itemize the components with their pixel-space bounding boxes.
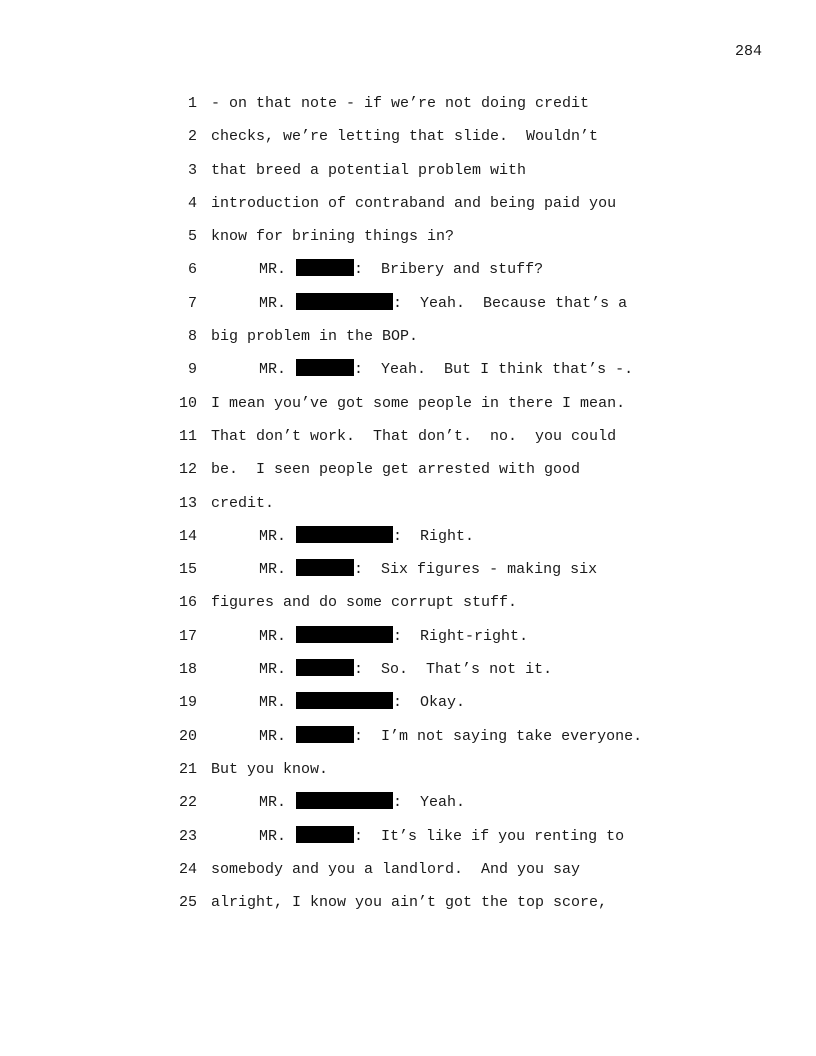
line-number: 4 (187, 194, 197, 212)
speaker-colon: : (393, 294, 421, 312)
transcript-line (0, 490, 816, 523)
line-number: 22 (178, 794, 197, 812)
line-text: alright, I know you ain’t got the top score, (211, 894, 608, 912)
speaker-turn (259, 823, 624, 850)
line-number: 6 (187, 261, 197, 279)
line-number: 23 (178, 827, 197, 845)
speaker-prefix: MR. (259, 261, 287, 279)
line-number: 15 (178, 561, 197, 579)
speaker-colon: : (393, 627, 421, 645)
redacted-speaker-name (296, 659, 354, 676)
line-text: that breed a potential problem with (211, 161, 527, 179)
line-number: 24 (178, 860, 197, 878)
speaker-turn (259, 789, 465, 816)
transcript-line (0, 123, 816, 156)
transcript-line (0, 390, 816, 423)
line-number: 18 (178, 661, 197, 679)
transcript-line (0, 290, 816, 323)
speaker-prefix: MR. (259, 661, 287, 679)
transcript-line (0, 157, 816, 190)
speaker-turn (259, 556, 597, 583)
speaker-prefix: MR. (259, 361, 287, 379)
speaker-turn (259, 256, 543, 283)
line-number: 3 (187, 161, 197, 179)
speech-text: Okay. (420, 694, 466, 712)
speaker-colon: : (354, 727, 382, 745)
transcript-line (0, 756, 816, 789)
transcript-line (0, 823, 816, 856)
redacted-speaker-name (296, 293, 393, 310)
line-number: 9 (187, 361, 197, 379)
speech-text: Bribery and stuff? (381, 261, 544, 279)
line-number: 5 (187, 228, 197, 246)
line-number: 19 (178, 694, 197, 712)
transcript-line (0, 256, 816, 289)
line-number: 13 (178, 494, 197, 512)
redacted-speaker-name (296, 259, 354, 276)
transcript-line (0, 789, 816, 822)
line-number: 8 (187, 328, 197, 346)
transcript-line (0, 689, 816, 722)
speaker-turn (259, 689, 465, 716)
line-text: That don’t work. That don’t. no. you could (211, 427, 617, 445)
speech-text: Right. (420, 527, 475, 545)
speaker-colon: : (354, 827, 382, 845)
speaker-turn (259, 290, 627, 317)
transcript-body (0, 90, 816, 922)
transcript-line (0, 589, 816, 622)
speaker-prefix: MR. (259, 561, 287, 579)
line-text: somebody and you a landlord. And you say (211, 860, 581, 878)
line-number: 21 (178, 760, 197, 778)
speaker-colon: : (393, 527, 421, 545)
transcript-line (0, 90, 816, 123)
speech-text: Six figures - making six (381, 561, 598, 579)
redacted-speaker-name (296, 692, 393, 709)
speech-text: I’m not saying take everyone. (381, 727, 643, 745)
transcript-line (0, 190, 816, 223)
speaker-prefix: MR. (259, 527, 287, 545)
transcript-line (0, 556, 816, 589)
speech-text: Yeah. (420, 794, 466, 812)
redacted-speaker-name (296, 826, 354, 843)
transcript-line (0, 656, 816, 689)
speaker-colon: : (354, 361, 382, 379)
speaker-colon: : (393, 694, 421, 712)
page-number: 284 (734, 43, 762, 60)
line-number: 12 (178, 461, 197, 479)
speaker-prefix: MR. (259, 694, 287, 712)
speaker-prefix: MR. (259, 794, 287, 812)
line-number: 25 (178, 894, 197, 912)
line-number: 1 (187, 95, 197, 112)
line-text: But you know. (211, 760, 329, 778)
line-text: credit. (211, 494, 275, 512)
speaker-turn (259, 356, 633, 383)
speaker-colon: : (354, 661, 382, 679)
redacted-speaker-name (296, 726, 354, 743)
speech-text: Yeah. Because that’s a (420, 294, 628, 312)
transcript-line (0, 356, 816, 389)
transcript-line (0, 856, 816, 889)
line-text: - on that note - if we’re not doing credit (211, 95, 590, 112)
redacted-speaker-name (296, 526, 393, 543)
line-number: 2 (187, 128, 197, 146)
redacted-speaker-name (296, 792, 393, 809)
speaker-turn (259, 523, 474, 550)
speaker-colon: : (393, 794, 421, 812)
speaker-prefix: MR. (259, 727, 287, 745)
speaker-colon: : (354, 561, 382, 579)
speaker-prefix: MR. (259, 827, 287, 845)
redacted-speaker-name (296, 559, 354, 576)
speaker-colon: : (354, 261, 382, 279)
transcript-line (0, 523, 816, 556)
line-text: I mean you’ve got some people in there I mean. (211, 394, 626, 412)
line-number: 17 (178, 627, 197, 645)
speaker-prefix: MR. (259, 627, 287, 645)
speaker-turn (259, 623, 528, 650)
line-number: 7 (187, 294, 197, 312)
line-number: 20 (178, 727, 197, 745)
line-number: 11 (178, 427, 197, 445)
transcript-line (0, 456, 816, 489)
speaker-turn (259, 723, 642, 750)
redacted-speaker-name (296, 359, 354, 376)
speaker-turn (259, 656, 552, 683)
line-text: big problem in the BOP. (211, 328, 419, 346)
speech-text: Right-right. (420, 627, 529, 645)
transcript-line (0, 323, 816, 356)
transcript-line (0, 423, 816, 456)
line-text: checks, we’re letting that slide. Wouldn’t (211, 128, 599, 146)
speaker-prefix: MR. (259, 294, 287, 312)
line-number: 16 (178, 594, 197, 612)
transcript-line (0, 623, 816, 656)
speech-text: It’s like if you renting to (381, 827, 625, 845)
line-text: be. I seen people get arrested with good (211, 461, 581, 479)
line-text: figures and do some corrupt stuff. (211, 594, 518, 612)
line-number: 10 (178, 394, 197, 412)
speech-text: Yeah. But I think that’s -. (381, 361, 634, 379)
speech-text: So. That’s not it. (381, 661, 553, 679)
transcript-line (0, 223, 816, 256)
line-number: 14 (178, 527, 197, 545)
line-text: know for brining things in? (211, 228, 455, 246)
line-text: introduction of contraband and being paid you (211, 194, 617, 212)
redacted-speaker-name (296, 626, 393, 643)
transcript-line (0, 723, 816, 756)
transcript-line (0, 889, 816, 922)
